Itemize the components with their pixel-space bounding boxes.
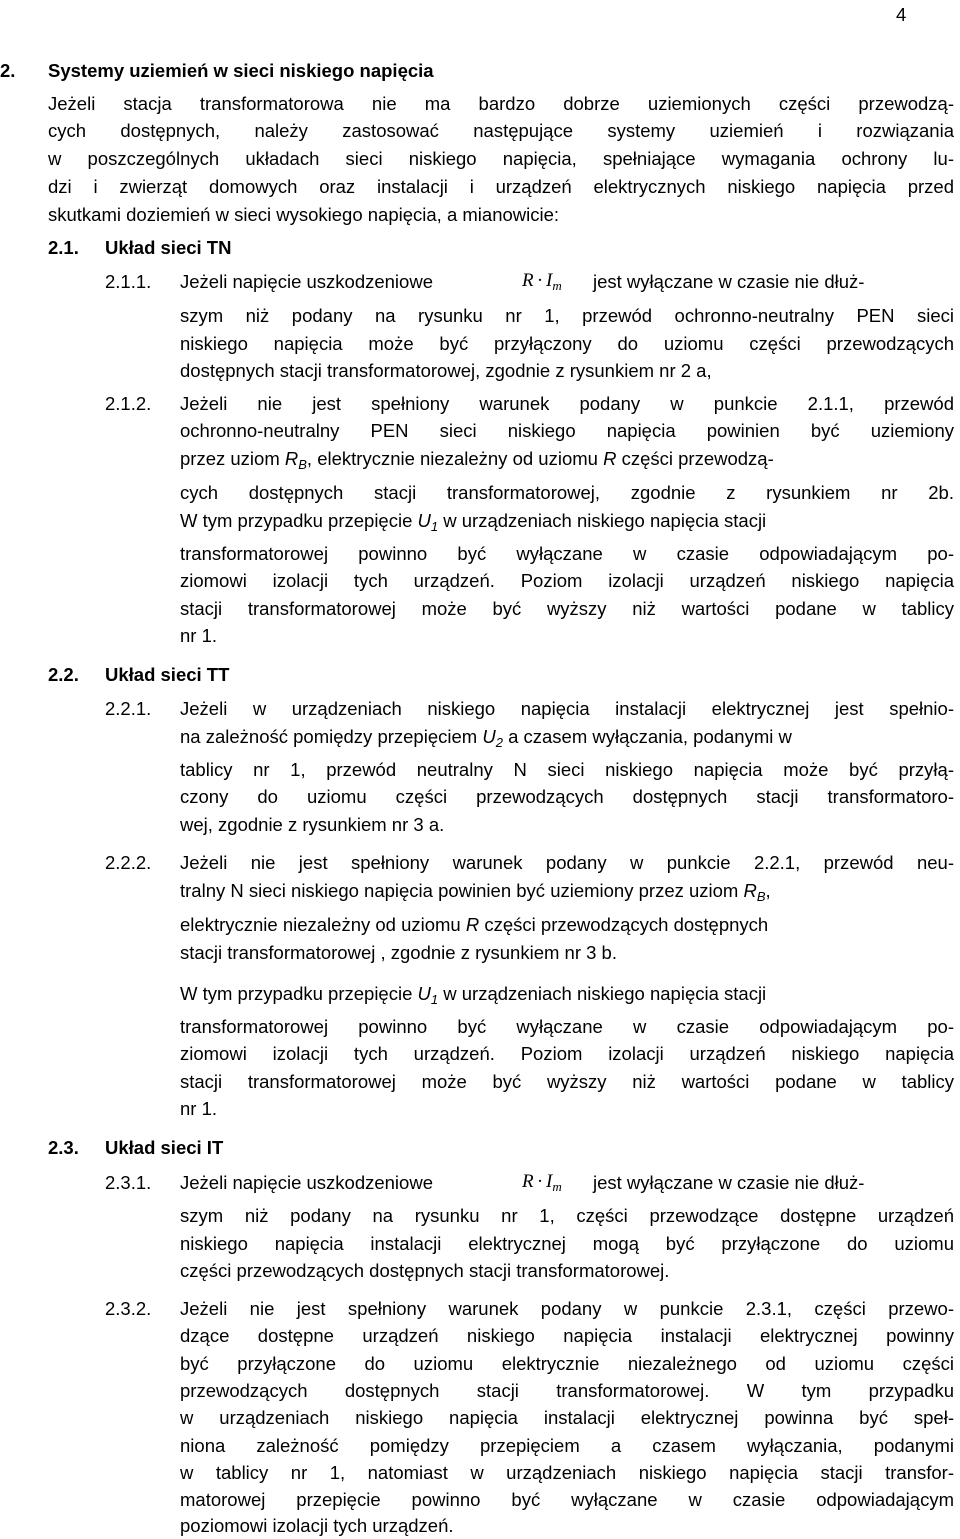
formula-r-im [522, 1171, 562, 1193]
paragraph-line: niskiego napięcia może być przyłączony do uziomu części przewodzących [180, 333, 954, 354]
paragraph-line: dostępnych stacji transformatorowej, zgodnie z rysunkiem nr 2 a, [180, 360, 712, 381]
formula-symbol: R [284, 448, 299, 469]
paragraph-line: nr 1. [180, 1098, 218, 1119]
paragraph-line: niona zależność pomiędzy przepięciem a czasem wyłączania, podanymi [180, 1435, 954, 1456]
paragraph-line: stacji transformatorowej , zgodnie z rysunkiem nr 3 b. [180, 942, 617, 963]
paragraph-line: dzące dostępne urządzeń niskiego napięcia instalacji elektrycznej powinny [180, 1325, 954, 1346]
formula-rb [284, 448, 307, 472]
paragraph-line: szym niż podany na rysunku nr 1, części przewodzące dostępne urządzeń [180, 1205, 954, 1226]
formula-subscript: B [298, 457, 307, 472]
formula-subscript: m [552, 1179, 562, 1194]
text-run: , elektrycznie niezależny od uziomu [306, 448, 598, 469]
paragraph-line: cych dostępnych stacji transformatorowej, zgodnie z rysunkiem nr 2b. [180, 482, 954, 503]
intro-line: dzi i zwierząt domowych oraz instalacji i urządzeń elektrycznych niskiego napięcia przed [48, 176, 954, 197]
paragraph-line: poziomowi izolacji tych urządzeń. [180, 1515, 454, 1536]
paragraph-line: Jeżeli nie jest spełniony warunek podany w punkcie 2.2.1, przewód neu- [180, 852, 954, 873]
formula-symbol: U [417, 983, 431, 1004]
paragraph-number: 2.3.2. [105, 1298, 152, 1319]
subsection-number: 2.1. [48, 237, 79, 258]
text-run: tralny N sieci niskiego napięcia powinien być uziemiony przez uziom [180, 880, 739, 901]
paragraph-line: ochronno-neutralny PEN sieci niskiego napięcia powinien być uziemiony [180, 420, 954, 441]
paragraph-line: stacji transformatorowej może być wyższy niż wartości podane w tablicy [180, 598, 954, 619]
paragraph-number: 2.1.2. [105, 393, 152, 414]
formula-u1 [417, 983, 439, 1007]
paragraph-number: 2.2.1. [105, 698, 152, 719]
paragraph-line: Jeżeli nie jest spełniony warunek podany w punkcie 2.1.1, przewód [180, 393, 954, 414]
formula-symbol: I [545, 270, 553, 291]
subsection-number: 2.2. [48, 664, 79, 685]
formula-r-im [522, 270, 562, 292]
formula-subscript: m [552, 278, 562, 293]
text-run: elektrycznie niezależny od uziomu [180, 914, 461, 935]
formula-symbol: U [482, 726, 496, 747]
text-run: części przewodzą- [621, 448, 774, 469]
formula-r: R [603, 448, 617, 469]
text-run: w urządzeniach niskiego napięcia stacji [443, 510, 767, 531]
formula-subscript: 1 [430, 519, 439, 534]
formula-symbol: · [537, 270, 543, 291]
text-run: a czasem wyłączania, podanymi w [508, 726, 792, 747]
subsection-title: Układ sieci TN [105, 237, 232, 258]
page-number: 4 [896, 4, 907, 25]
paragraph-line: w tablicy nr 1, natomiast w urządzeniach niskiego napięcia stacji transfor- [180, 1462, 954, 1483]
paragraph-line: być przyłączone do uziomu elektrycznie niezależnego od uziomu części [180, 1353, 954, 1374]
text-run: w urządzeniach niskiego napięcia stacji [443, 983, 767, 1004]
formula-symbol: · [537, 1171, 543, 1192]
paragraph-line: Jeżeli napięcie uszkodzeniowe [180, 1172, 433, 1193]
section-title: Systemy uziemień w sieci niskiego napięcia [48, 60, 434, 81]
formula-symbol: I [545, 1171, 553, 1192]
text-run: na zależność pomiędzy przepięciem [180, 726, 478, 747]
paragraph-line: Jeżeli nie jest spełniony warunek podany w punkcie 2.3.1, części przewo- [180, 1298, 954, 1319]
text-run: części przewodzących dostępnych [484, 914, 769, 935]
paragraph-line: czony do uziomu części przewodzących dostępnych stacji transformatoro- [180, 786, 954, 807]
paragraph-line: tablicy nr 1, przewód neutralny N sieci niskiego napięcia może być przyłą- [180, 759, 954, 780]
text-run: przez uziom [180, 448, 280, 469]
subsection-title: Układ sieci TT [105, 664, 230, 685]
paragraph-line: nr 1. [180, 625, 218, 646]
paragraph-line [180, 510, 766, 532]
paragraph-line: wej, zgodnie z rysunkiem nr 3 a. [180, 814, 445, 835]
paragraph-line: części przewodzących dostępnych stacji transformatorowej. [180, 1260, 670, 1281]
paragraph-line: szym niż podany na rysunku nr 1, przewód ochronno-neutralny PEN sieci [180, 305, 954, 326]
paragraph-line: matorowej przepięcie powinno być wyłączane w czasie odpowiadającym [180, 1489, 954, 1510]
paragraph-line: Jeżeli w urządzeniach niskiego napięcia instalacji elektrycznej jest spełnio- [180, 698, 954, 719]
paragraph-line [180, 448, 774, 470]
section-number: 2. [0, 60, 16, 81]
paragraph-line: transformatorowej powinno być wyłączane w czasie odpowiadającym po- [180, 1016, 954, 1037]
paragraph-line: ziomowi izolacji tych urządzeń. Poziom izolacji urządzeń niskiego napięcia [180, 1043, 954, 1064]
paragraph-line [180, 726, 792, 748]
paragraph-line: Jeżeli napięcie uszkodzeniowe [180, 271, 433, 292]
formula-symbol: U [417, 510, 431, 531]
intro-line: w poszczególnych układach sieci niskiego napięcia, spełniające wymagania ochrony lu- [48, 148, 954, 169]
text-run: W tym przypadku przepięcie [180, 983, 413, 1004]
formula-r: R [465, 914, 480, 935]
subsection-number: 2.3. [48, 1137, 79, 1158]
intro-line: skutkami doziemień w sieci wysokiego napięcia, a mianowicie: [48, 204, 560, 225]
paragraph-line: stacji transformatorowej może być wyższy niż wartości podane w tablicy [180, 1071, 954, 1092]
intro-line: cych dostępnych, należy zastosować następujące systemy uziemień i rozwiązania [48, 120, 954, 141]
formula-u1 [417, 510, 439, 534]
paragraph-line: transformatorowej powinno być wyłączane w czasie odpowiadającym po- [180, 543, 954, 564]
formula-symbol: R [522, 270, 534, 291]
paragraph-line: ziomowi izolacji tych urządzeń. Poziom izolacji urządzeń niskiego napięcia [180, 570, 954, 591]
formula-rb [743, 880, 766, 904]
text-run: , [765, 880, 771, 901]
paragraph-line: w urządzeniach niskiego napięcia instalacji elektrycznej powinna być speł- [180, 1407, 954, 1428]
paragraph-line: jest wyłączane w czasie nie dłuż- [593, 1172, 865, 1193]
paragraph-line: jest wyłączane w czasie nie dłuż- [593, 271, 865, 292]
paragraph-number: 2.1.1. [105, 271, 152, 292]
text-run: W tym przypadku przepięcie [180, 510, 413, 531]
paragraph-line [180, 914, 768, 936]
formula-u2 [482, 726, 503, 750]
subsection-title: Układ sieci IT [105, 1137, 224, 1158]
intro-line: Jeżeli stacja transformatorowa nie ma bardzo dobrze uziemionych części przewodzą- [48, 93, 954, 114]
paragraph-number: 2.3.1. [105, 1172, 152, 1193]
paragraph-line [180, 880, 771, 902]
paragraph-line: przewodzących dostępnych stacji transformatorowej. W tym przypadku [180, 1380, 954, 1401]
formula-subscript: 2 [495, 735, 503, 750]
formula-subscript: 1 [430, 992, 439, 1007]
formula-symbol: R [743, 880, 757, 901]
paragraph-line [180, 983, 766, 1005]
formula-subscript: B [756, 889, 766, 904]
formula-symbol: R [522, 1171, 534, 1192]
paragraph-line: niskiego napięcia instalacji elektrycznej mogą być przyłączone do uziomu [180, 1233, 954, 1254]
paragraph-number: 2.2.2. [105, 852, 152, 873]
